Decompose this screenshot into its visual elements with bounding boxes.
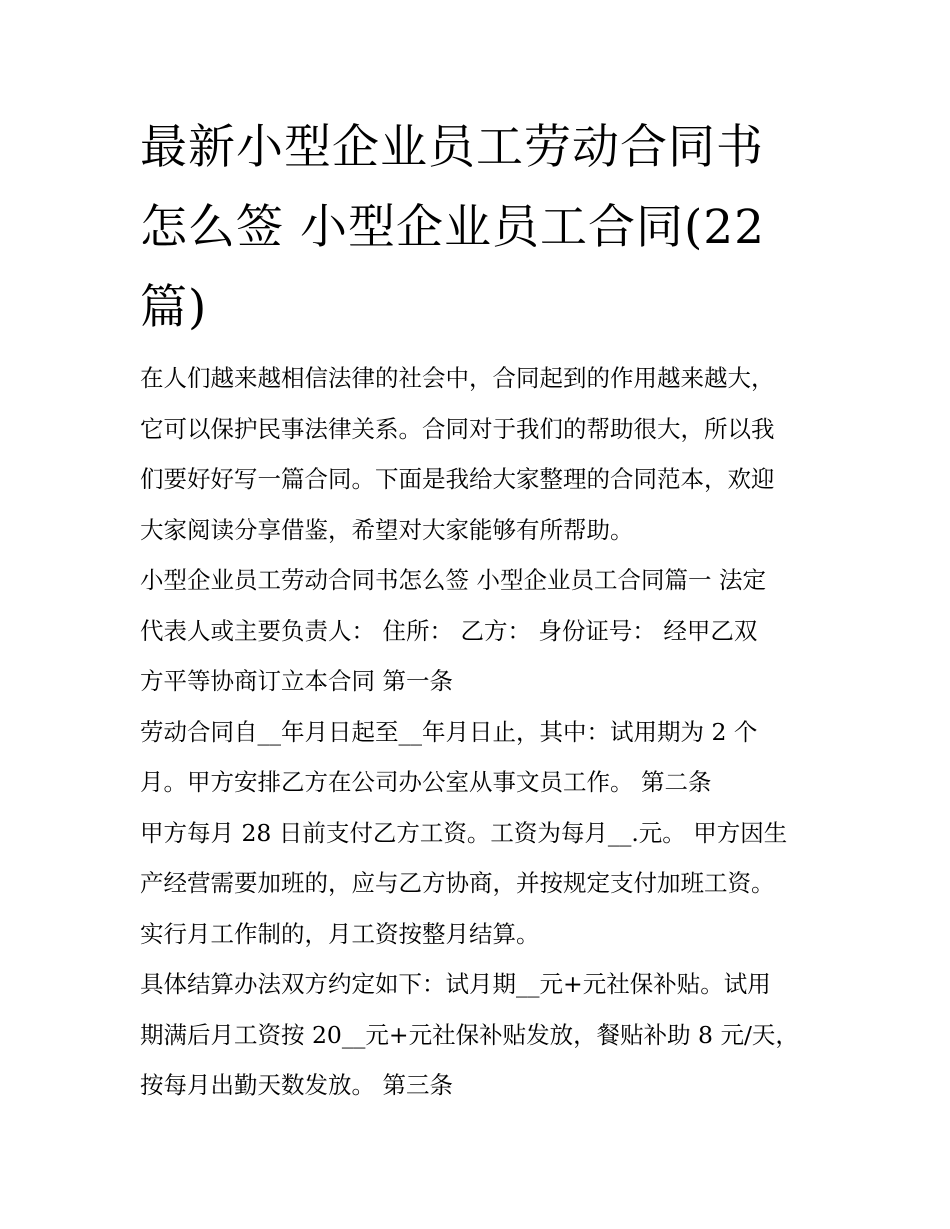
title-line: 最新小型企业员工劳动合同书 [140,120,764,175]
body-line: 在人们越来越相信法律的社会中，合同起到的作用越来越大， [140,364,775,392]
body-line: 它可以保护民事法律关系。合同对于我们的帮助很大，所以我 [140,414,775,443]
body-line: 按每月出勤天数发放。 第三条 [140,1071,453,1099]
body-line: 劳动合同自__年月日起至__年月日止，其中：试用期为 2 个 [140,717,758,746]
body-line: 甲方每月 28 日前支付乙方工资。工资为每月__.元。 甲方因生 [140,818,788,847]
body-line: 大家阅读分享借鉴，希望对大家能够有所帮助。 [140,515,634,544]
body-line: 方平等协商订立本合同 第一条 [140,667,453,695]
body-line: 小型企业员工劳动合同书怎么签 小型企业员工合同篇一 法定 [140,566,766,594]
title-line: 篇) [140,280,208,335]
title-line: 怎么签 小型企业员工合同(22 [140,200,766,255]
body-line: 期满后月工资按 20__元+元社保补贴发放，餐贴补助 8 元/天， [140,1020,799,1049]
document-title [140,108,820,348]
document-body [140,353,820,1111]
body-line: 月。甲方安排乙方在公司办公室从事文员工作。 第二条 [140,768,712,796]
body-line: 代表人或主要负责人： 住所： 乙方： 身份证号： 经甲乙双 [140,616,758,645]
body-line: 具体结算办法双方约定如下：试月期__元+元社保补贴。试用 [140,970,771,998]
body-line: 实行月工作制的，月工资按整月结算。 [140,919,540,948]
body-line: 们要好好写一篇合同。下面是我给大家整理的合同范本，欢迎 [140,465,775,493]
body-line: 产经营需要加班的，应与乙方协商，并按规定支付加班工资。 [140,869,775,897]
